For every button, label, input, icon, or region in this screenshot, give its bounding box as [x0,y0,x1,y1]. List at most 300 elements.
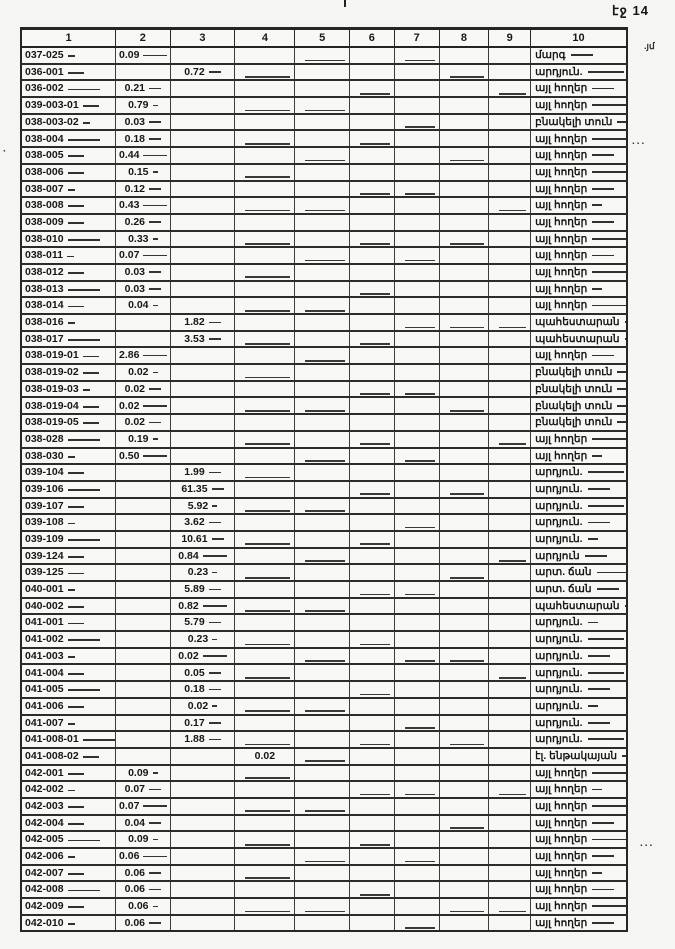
value-cell [349,247,394,264]
parcel-code: 042-005 [25,832,100,847]
value-cell [349,798,394,815]
table-row [21,831,627,848]
value-cell [489,614,531,631]
parcel-code: 041-001 [25,615,84,630]
value-cell [439,581,489,598]
value-cell [394,664,439,681]
value-cell [116,414,171,431]
land-use-cell [531,264,627,281]
table-row [21,498,627,515]
land-use-cell [531,564,627,581]
value-cell [116,431,171,448]
value-cell [394,564,439,581]
value-cell [170,548,235,565]
land-use-cell [531,214,627,231]
area-value: 0.18 [184,682,220,697]
value-cell [116,181,171,198]
value-cell [116,564,171,581]
value-cell [349,514,394,531]
value-cell [116,514,171,531]
area-value: 0.82 [178,599,226,614]
value-cell [394,698,439,715]
parcel-code-cell [21,197,116,214]
value-cell [394,498,439,515]
value-cell [295,614,350,631]
value-cell [349,297,394,314]
value-cell [394,514,439,531]
value-cell [489,815,531,832]
land-use-label: արդյուն. [535,465,624,480]
value-cell [295,214,350,231]
table-row [21,247,627,264]
value-cell [116,314,171,331]
area-value: 0.02 [254,749,276,762]
value-cell [170,831,235,848]
value-cell [116,231,171,248]
land-use-label: այլ հողեր [535,816,614,831]
table-row [21,464,627,481]
value-cell [349,831,394,848]
value-cell [235,331,295,348]
value-cell [295,698,350,715]
parcel-code-cell [21,498,116,515]
value-cell [489,181,531,198]
value-cell [489,881,531,898]
land-use-cell [531,397,627,414]
parcel-code-cell [21,731,116,748]
land-use-cell [531,881,627,898]
area-value: 0.09 [119,48,167,63]
value-cell [489,715,531,732]
value-cell [235,614,295,631]
value-cell [235,281,295,298]
land-use-label: բնակելի տուն [535,115,627,130]
parcel-code-cell [21,564,116,581]
value-cell [116,598,171,615]
table-row [21,130,627,147]
area-value: 0.07 [125,782,161,797]
value-cell [349,865,394,882]
scan-noise: · [3,146,7,157]
land-use-cell [531,765,627,782]
table-row [21,765,627,782]
land-use-label: այլ հողեր [535,148,614,163]
value-cell [170,815,235,832]
value-cell [295,748,350,765]
land-use-cell [531,631,627,648]
land-use-label: պահեստարան [535,315,627,330]
value-cell [170,331,235,348]
value-cell [439,481,489,498]
table-row [21,331,627,348]
land-use-cell [531,231,627,248]
value-cell [394,631,439,648]
area-value: 0.02 [128,365,157,380]
value-cell [439,848,489,865]
scan-noise: ... [632,136,647,147]
land-use-cell [531,364,627,381]
land-use-label: բնակելի տուն [535,365,627,380]
value-cell [295,314,350,331]
land-use-cell [531,715,627,732]
value-cell [116,798,171,815]
land-use-cell [531,80,627,97]
value-cell [489,197,531,214]
value-cell [489,798,531,815]
value-cell [439,114,489,131]
parcel-code-cell [21,147,116,164]
value-cell [439,47,489,64]
value-cell [116,197,171,214]
value-cell [394,114,439,131]
land-use-cell [531,815,627,832]
value-cell [439,498,489,515]
value-cell [394,531,439,548]
table-row [21,147,627,164]
table-row [21,114,627,131]
value-cell [394,80,439,97]
value-cell [349,531,394,548]
column-header: 3 [170,29,235,48]
value-cell [235,648,295,665]
value-cell [235,181,295,198]
land-use-cell [531,831,627,848]
area-value: 3.53 [184,332,220,347]
value-cell [394,781,439,798]
land-use-label: արդյուն. [535,632,624,647]
value-cell [116,648,171,665]
land-use-cell [531,431,627,448]
value-cell [349,898,394,915]
parcel-code: 041-006 [25,699,84,714]
value-cell [439,314,489,331]
area-value: 0.33 [128,232,157,247]
value-cell [394,214,439,231]
parcel-code-cell [21,181,116,198]
area-value: 0.02 [125,382,161,397]
value-cell [439,281,489,298]
area-value: 0.06 [119,849,167,864]
value-cell [489,47,531,64]
parcel-code-cell [21,431,116,448]
value-cell [295,915,350,932]
value-cell [349,381,394,398]
parcel-code-cell [21,164,116,181]
value-cell [116,114,171,131]
value-cell [394,181,439,198]
value-cell [489,865,531,882]
value-cell [349,231,394,248]
land-use-cell [531,314,627,331]
land-use-label: պահեստարան [535,599,627,614]
value-cell [394,281,439,298]
land-use-cell [531,448,627,465]
value-cell [489,397,531,414]
value-cell [235,631,295,648]
value-cell [439,715,489,732]
value-cell [394,548,439,565]
value-cell [235,731,295,748]
value-cell [439,130,489,147]
table-row [21,164,627,181]
value-cell [235,548,295,565]
area-value: 0.05 [184,666,220,681]
value-cell [170,715,235,732]
value-cell [235,80,295,97]
land-use-label: բնակելի տուն [535,415,627,430]
value-cell [489,114,531,131]
area-value: 0.04 [125,816,161,831]
area-value: 0.84 [178,549,226,564]
value-cell [489,564,531,581]
value-cell [170,531,235,548]
parcel-code: 041-005 [25,682,100,697]
table-row [21,648,627,665]
value-cell [116,581,171,598]
value-cell [489,765,531,782]
value-cell [349,147,394,164]
value-cell [439,297,489,314]
land-use-cell [531,347,627,364]
value-cell [439,164,489,181]
area-value: 10.61 [181,532,223,547]
value-cell [439,80,489,97]
value-cell [489,364,531,381]
land-use-cell [531,848,627,865]
value-cell [116,147,171,164]
value-cell [235,364,295,381]
table-row [21,548,627,565]
table-row [21,314,627,331]
value-cell [489,80,531,97]
value-cell [116,80,171,97]
value-cell [394,331,439,348]
land-use-cell [531,464,627,481]
value-cell [295,80,350,97]
land-use-label: արդյուն. [535,732,624,747]
table-row [21,748,627,765]
land-use-label: մարգ [535,48,592,63]
area-value: 0.44 [119,148,167,163]
value-cell [439,264,489,281]
value-cell [170,481,235,498]
value-cell [295,815,350,832]
value-cell [116,381,171,398]
value-cell [295,331,350,348]
land-use-label: այլ հողեր [535,432,627,447]
value-cell [394,848,439,865]
value-cell [116,364,171,381]
value-cell [170,698,235,715]
area-value: 1.99 [184,465,220,480]
table-row [21,97,627,114]
value-cell [439,331,489,348]
land-use-label: այլ հողեր [535,866,602,881]
value-cell [349,431,394,448]
value-cell [116,347,171,364]
parcel-code-cell [21,80,116,97]
value-cell [295,130,350,147]
area-value: 0.03 [125,115,161,130]
land-use-label: էլ. ենթակայան [535,749,627,764]
value-cell [170,865,235,882]
parcel-code: 036-002 [25,81,100,96]
land-use-cell [531,548,627,565]
value-cell [295,848,350,865]
value-cell [295,181,350,198]
value-cell [349,197,394,214]
value-cell [295,481,350,498]
value-cell [295,147,350,164]
value-cell [235,64,295,81]
value-cell [116,898,171,915]
land-use-label: այլ հողեր [535,98,627,113]
value-cell [489,381,531,398]
parcel-code-cell [21,364,116,381]
table-row [21,865,627,882]
value-cell [489,898,531,915]
value-cell [394,381,439,398]
table-row [21,631,627,648]
value-cell [439,564,489,581]
value-cell [489,147,531,164]
table-row [21,64,627,81]
value-cell [394,464,439,481]
header-row [21,29,627,48]
value-cell [295,631,350,648]
value-cell [394,614,439,631]
parcel-code-cell [21,698,116,715]
table-row [21,731,627,748]
land-use-label: արդյուն. [535,615,598,630]
parcel-code: 039-003-01 [25,98,99,113]
value-cell [116,397,171,414]
value-cell [170,80,235,97]
value-cell [439,731,489,748]
value-cell [295,97,350,114]
value-cell [394,815,439,832]
parcel-code-cell [21,748,116,765]
land-use-cell [531,247,627,264]
value-cell [489,64,531,81]
value-cell [394,765,439,782]
land-use-label: արդյուն. [535,65,624,80]
value-cell [170,247,235,264]
land-use-cell [531,331,627,348]
value-cell [439,815,489,832]
table-row [21,397,627,414]
parcel-code-cell [21,531,116,548]
value-cell [295,548,350,565]
value-cell [349,397,394,414]
area-value: 0.21 [125,81,161,96]
area-value: 0.09 [128,766,157,781]
parcel-code-cell [21,681,116,698]
parcel-code: 038-008 [25,198,84,213]
value-cell [349,281,394,298]
table-row [21,231,627,248]
value-cell [170,648,235,665]
value-cell [170,364,235,381]
value-cell [235,197,295,214]
value-cell [170,664,235,681]
value-cell [235,164,295,181]
parcel-code-cell [21,47,116,64]
parcel-code: 040-001 [25,582,75,597]
value-cell [235,47,295,64]
value-cell [170,47,235,64]
land-use-label: այլ հողեր [535,198,602,213]
value-cell [439,614,489,631]
land-use-cell [531,664,627,681]
land-use-label: արդյուն. [535,515,610,530]
value-cell [439,765,489,782]
parcel-code: 039-109 [25,532,100,547]
value-cell [439,831,489,848]
value-cell [170,164,235,181]
value-cell [295,898,350,915]
value-cell [349,598,394,615]
value-cell [394,881,439,898]
value-cell [439,598,489,615]
table-row [21,448,627,465]
parcel-code-cell [21,664,116,681]
value-cell [116,130,171,147]
value-cell [349,748,394,765]
value-cell [394,431,439,448]
value-cell [170,898,235,915]
value-cell [439,548,489,565]
land-use-label: բնակելի տուն [535,382,627,397]
parcel-code-cell [21,581,116,598]
parcel-code-cell [21,331,116,348]
land-use-label: այլ հողեր [535,165,627,180]
value-cell [349,715,394,732]
value-cell [489,297,531,314]
value-cell [349,631,394,648]
value-cell [489,264,531,281]
area-value: 1.88 [184,732,220,747]
value-cell [116,481,171,498]
parcel-code-cell [21,448,116,465]
parcel-code: 039-106 [25,482,100,497]
value-cell [439,664,489,681]
table-row [21,915,627,932]
value-cell [439,231,489,248]
parcel-code-cell [21,765,116,782]
value-cell [235,97,295,114]
land-use-label: արդյուն [535,549,607,564]
value-cell [349,264,394,281]
land-use-cell [531,648,627,665]
land-use-label: այլ հողեր [535,782,602,797]
value-cell [439,898,489,915]
value-cell [489,648,531,665]
value-cell [295,514,350,531]
value-cell [235,915,295,932]
value-cell [235,464,295,481]
value-cell [170,431,235,448]
land-use-label: այլ հողեր [535,265,627,280]
parcel-code-cell [21,481,116,498]
land-use-cell [531,147,627,164]
column-header: 5 [295,29,350,48]
land-use-cell [531,481,627,498]
table-row [21,598,627,615]
table-row [21,514,627,531]
land-use-cell [531,197,627,214]
land-use-cell [531,514,627,531]
